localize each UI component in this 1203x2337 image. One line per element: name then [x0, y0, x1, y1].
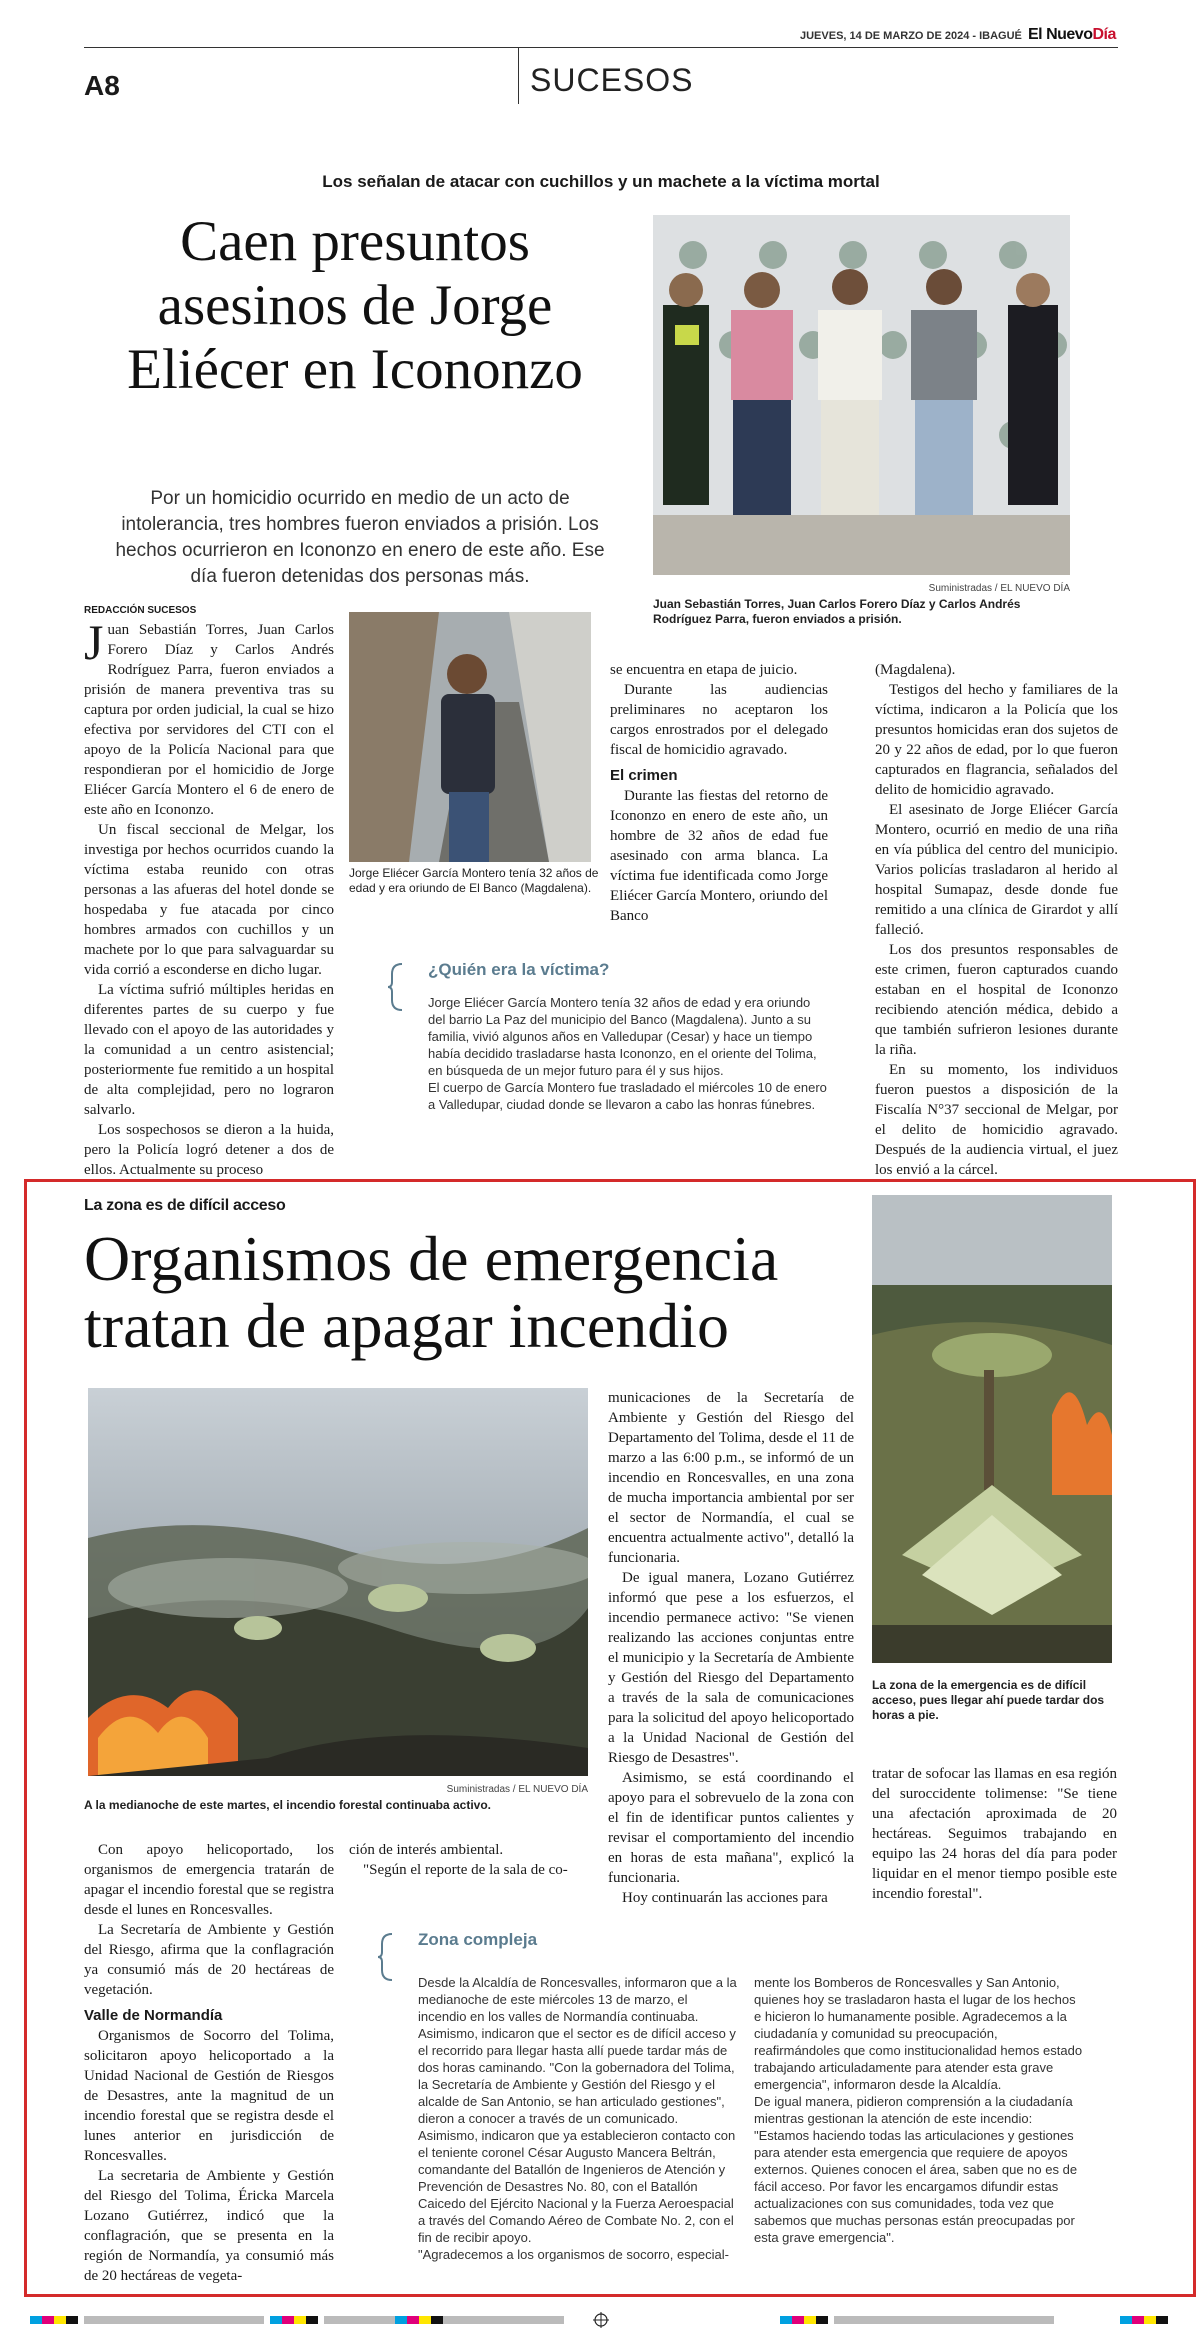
story1-col2 [610, 660, 828, 926]
fire-photo-credit: Suministradas / EL NUEVO DÍA [446, 1784, 588, 1795]
story1-col1-p2: Un fiscal seccional de Melgar, los investiga por hechos ocurridos cuando la víctima estaba reunido con otras personas a las afueras del hotel donde se hospedaba y fue atacada por cinco hombres armados con cuchillos y un machete por lo que para salvaguardar su vida corrió a esconderse en dicho lugar. [84, 822, 334, 978]
frailejon-photo-caption: La zona de la emergencia es de difícil acceso, pues llegar ahí puede tardar dos horas a pie. [872, 1678, 1105, 1722]
story2-col2-p2: "Según el reporte de la sala de co- [363, 1862, 568, 1878]
story1-col1-p4: Los sospechosos se dieron a la huida, pero la Policía logró detener a dos de ellos. Actualmente su proceso [84, 1122, 334, 1178]
frailejon-photo [872, 1195, 1112, 1663]
story2-mid-p3: Asimismo, se está coordinando el apoyo para el sobrevuelo de la zona con el fin de identificar puntos calientes y revisar el comportamiento del incendio en horas de esta mañana", explicó la funcionaria. [608, 1770, 854, 1886]
story1-col1 [84, 614, 334, 1180]
victim-box-p2: El cuerpo de García Montero fue trasladado el miércoles 10 de enero a Valledupar, ciudad donde se llevaron a cabo las honras fúnebres. [428, 1080, 827, 1112]
brace-icon-2 [378, 1932, 396, 1982]
section-divider [518, 48, 519, 104]
date-line: JUEVES, 14 DE MARZO DE 2024 - IBAGUÉ [800, 30, 1022, 42]
story1-kicker: Los señalan de atacar con cuchillos y un machete a la víctima mortal [322, 172, 880, 191]
story1-headline: Caen presuntos asesinos de Jorge Eliécer en Icononzo [127, 210, 583, 401]
story1-col2-p2: Durante las audiencias preliminares no aceptaron los cargos enrostrados por el delegado fiscal de homicidio agravado. [610, 682, 828, 758]
story2-col2-p1: ción de interés ambiental. [349, 1842, 504, 1858]
story2-col-right [872, 1764, 1117, 1904]
zona-box-col1-p3: "Agradecemos a los organismos de socorro, especial- [418, 2247, 729, 2262]
brace-icon [388, 962, 406, 1012]
frailejon-photo-svg [872, 1195, 1112, 1663]
victim-photo-caption: Jorge Eliécer García Montero tenía 32 años de edad y era oriundo de El Banco (Magdalena). [349, 866, 599, 895]
story2-mid-p4: Hoy continuarán las acciones para [622, 1890, 828, 1906]
zona-box-col1-p1: Desde la Alcaldía de Roncesvalles, informaron que a la medianoche de este miércoles 13 de marzo, el incendio en los valles de Normandía continuaba. Asimismo, indicaron que el sector es de difícil acceso y el recorrido para llegar hasta allí puede tardar más de dos horas caminando. "Con la gobernadora del Tolima, la Secretaría de Ambiente y Gestión del Riesgo y el alcalde de San Antonio, se han articulado gestiones", dieron a conocer a través de un comunicado. [418, 1975, 737, 2126]
story2-kicker: La zona es de difícil acceso [84, 1197, 286, 1214]
story1-byline: REDACCIÓN SUCESOS [84, 605, 197, 616]
fire-photo-caption: A la medianoche de este martes, el incendio forestal continuaba activo. [84, 1798, 492, 1812]
arrest-photo-svg [653, 215, 1070, 575]
zona-box-col2-p1: mente los Bomberos de Roncesvalles y San Antonio, quienes hoy se trasladaron hasta el lugar de los hechos e hicieron lo humanamente posible. Agradecemos a la ciudadanía y comunidad su preocupación, reafirmándoles que como institucionalidad hemos estado trabajando articuladamente para atender esta grave emergencia", informaron desde la Alcaldía. [754, 1975, 1083, 2092]
brand-logo-a: El Nuevo [1028, 26, 1093, 43]
story1-col3-p2: Testigos del hecho y familiares de la víctima, indicaron a la Policía que los presuntos homicidas eran dos sujetos de 20 y 22 años de edad, por lo que fueron capturados en flagrancia, señalados del delito de homicidio agravado. [875, 682, 1118, 798]
story1-col2-p3: Durante las fiestas del retorno de Icononzo en enero de este año, un hombre de 32 años de edad fue asesinado con arma blanca. La víctima fue identificada como Jorge Eliécer García Montero, oriundo del Banco [610, 788, 828, 924]
brand-logo [1028, 26, 1116, 44]
arrest-photo-credit: Suministradas / EL NUEVO DÍA [928, 583, 1070, 594]
brand-logo-b: Día [1092, 26, 1116, 43]
story2-mid-p1: municaciones de la Secretaría de Ambiente y Gestión del Riesgo del Departamento del Tolima, desde el 11 de marzo a las 6:00 p.m., se informó de un incendio en Roncesvalles, en una zona de mucha importancia ambiental por ser el sector de Normandía, el cual se encuentra actualmente activo", detalló la funcionaria. [608, 1390, 854, 1566]
story2-mid-p2: De igual manera, Lozano Gutiérrez informó que pese a los esfuerzos, el incendio permanece activo: "Se vienen realizando las acciones conjuntas entre el municipio y la Secretaría de Ambiente y Gestión del Riesgo del Departamento a través de la sala de comunicaciones para la solicitud del apoyo helicoportado a la Unidad Nacional de Gestión del Riesgo de Desastres". [608, 1570, 854, 1766]
zona-box-col2-p2: De igual manera, pidieron comprensión a la ciudadanía mientras gestionan la atención de este incendio: "Estamos haciendo todas las articulaciones y gestiones para atender esta emergencia que requiere de apoyos externos. Quienes conocen el área, saben que no es de fácil acceso. Por favor les encargamos difundir estas actualizaciones con sus comunidades, toda vez que sabemos que muchas personas están preocupadas por esta grave emergencia". [754, 2094, 1078, 2245]
story2-col1-p2: La Secretaría de Ambiente y Gestión del Riesgo, afirma que la conflagración ya consumió más de 20 hectáreas de vegetación. [84, 1922, 334, 1998]
victim-box-p1: Jorge Eliécer García Montero tenía 32 años de edad y era oriundo del barrio La Paz del municipio del Banco (Magdalena). Junto a su familia, vivió algunos años en Valledupar (Cesar) y hace un tiempo había decidido trasladarse hasta Icononzo, en el oriente del Tolima, en búsqueda de un mejor futuro para él y sus hijos. [428, 995, 817, 1078]
fire-photo-svg [88, 1388, 588, 1776]
story1-subhead: El crimen [610, 767, 678, 784]
story1-col1-p1 [84, 614, 334, 820]
page-number: A8 [84, 70, 120, 101]
section-label: SUCESOS [530, 62, 694, 98]
victim-box-title: ¿Quién era la víctima? [428, 960, 610, 979]
story2-col2 [349, 1840, 589, 1880]
story2-col1-p1: Con apoyo helicoportado, los organismos de emergencia tratarán de apagar el incendio forestal que se registra desde el lunes en Roncesvalles. [84, 1842, 334, 1918]
header-rule [84, 47, 1118, 48]
story2-subhead: Valle de Normandía [84, 2007, 223, 2024]
victim-photo-svg [349, 612, 591, 862]
print-registration-bar [0, 2316, 1203, 2328]
crosshair-icon [593, 2312, 609, 2328]
zona-compleja-box [378, 1930, 1128, 2262]
story1-col2-p1: se encuentra en etapa de juicio. [610, 662, 798, 678]
story1-deck: Por un homicidio ocurrido en medio de un acto de intolerancia, tres hombres fueron enviados a prisión. Los hechos ocurrieron en Icononzo en enero de este año. Ese día fueron detenidas dos personas más. [115, 488, 605, 587]
zona-box-col1-p2: Asimismo, indicaron que ya establecieron contacto con el teniente coronel César Augusto Mancera Beltrán, comandante del Batallón de Ingenieros de Atención y Prevención de Desastres No. 80, con el Batallón Caicedo del Ejército Nacional y la Fuerza Aeroespacial a través del Comando Aéreo de Combate No. 2, con el fin de recibir apoyo. [418, 2128, 736, 2245]
story1-col3-p5: En su momento, los individuos fueron puestos a disposición de la Fiscalía N°37 seccional de Melgar, por el delito de homicidio agravado. Después de la audiencia virtual, el juez los envió a la cárcel. [875, 1062, 1118, 1178]
story2-col1-p3: Organismos de Socorro del Tolima, solicitaron apoyo helicoportado a la Unidad Nacional de Gestión de Riesgos de Desastres, ante la magnitud de un incendio forestal que se registra desde el lunes anterior en jurisdicción de Roncesvalles. [84, 2028, 334, 2164]
story1-col3-p4: Los dos presuntos responsables de este crimen, fueron capturados cuando estaban en el hospital de Icononzo recibiendo atención médica, debido a que también sufrieron lesiones durante la riña. [875, 942, 1118, 1058]
story2-right-p1: tratar de sofocar las llamas en esa región del suroccidente tolimense: "Se tiene una afectación aproximada de 20 hectáreas. Seguimos trabajando en equipo las 24 horas del día para poder liquidar en el menor tiempo posible este incendio forestal". [872, 1766, 1117, 1902]
fire-photo [88, 1388, 588, 1776]
zona-box-title: Zona compleja [418, 1930, 538, 1949]
arrest-photo-caption: Juan Sebastián Torres, Juan Carlos Forero Díaz y Carlos Andrés Rodríguez Parra, fueron enviados a prisión. [653, 597, 1021, 626]
story1-col1-p1-text: uan Sebastián Torres, Juan Carlos Forero Díaz y Carlos Andrés Rodríguez Parra, fueron enviados a prisión de manera preventiva tras su captura por orden judicial, la cual se hizo efectiva por servidores del CTI con el apoyo de la Policía Nacional para que respondieran por el homicidio de Jorge Eliécer García Montero el 6 de enero de este año en Icononzo. [84, 622, 334, 818]
story2-col1 [84, 1840, 334, 2286]
victim-photo [349, 612, 591, 862]
story1-col3-p3: El asesinato de Jorge Eliécer García Montero, ocurrió en medio de una riña en vía pública del centro del municipio. Varios policías trasladaron al herido al hospital Sumapaz, desde donde fue remitido a una clínica de Girardot y allí falleció. [875, 802, 1118, 938]
zona-box-col2 [754, 1974, 1084, 2246]
victim-box-text [428, 994, 828, 1113]
story2-col1-p4: La secretaria de Ambiente y Gestión del Riesgo del Tolima, Éricka Marcela Lozano Gutiérrez, indicó que la conflagración, que se presenta en la región de Normandía, ya consumió más de 20 hectáreas de vegeta- [84, 2168, 334, 2284]
victim-info-box [388, 960, 828, 1113]
arrest-photo [653, 215, 1070, 575]
story1-col3-p1: (Magdalena). [875, 662, 956, 678]
story1-col3 [875, 660, 1118, 1180]
drop-cap: J [84, 614, 104, 670]
story1-col1-p3: La víctima sufrió múltiples heridas en diferentes partes de su cuerpo y fue llevado con el apoyo de las autoridades y la comunidad a un centro asistencial; posteriormente fue remitido a un hospital de alta complejidad, pero no lograron salvarlo. [84, 982, 334, 1118]
zona-box-col1 [418, 1974, 738, 2263]
story2-col-mid [608, 1388, 854, 1908]
story2-headline: Organismos de emergencia tratan de apagar incendio [84, 1223, 779, 1361]
